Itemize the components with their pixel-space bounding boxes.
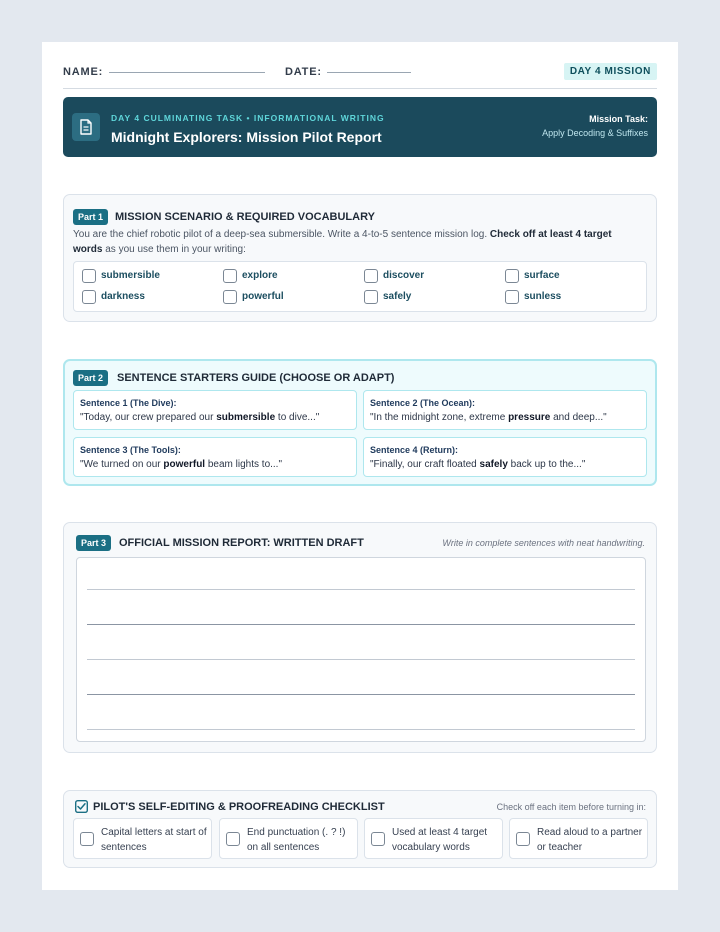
- checklist-item[interactable]: Used at least 4 target vocabulary words: [364, 818, 503, 859]
- part1-section: [63, 194, 657, 322]
- part3-title: OFFICIAL MISSION REPORT: WRITTEN DRAFT: [119, 537, 364, 549]
- checklist-note: Check off each item before turning in:: [496, 802, 646, 812]
- writing-line: [87, 659, 635, 660]
- checkbox[interactable]: [82, 290, 96, 304]
- part1-badge: Part 1: [73, 209, 108, 225]
- header-row: [63, 66, 657, 80]
- checkbox[interactable]: [82, 269, 96, 283]
- date-line[interactable]: [327, 72, 411, 73]
- checkbox[interactable]: [371, 832, 385, 846]
- writing-line: [87, 624, 635, 625]
- writing-line: [87, 589, 635, 590]
- checklist-item[interactable]: End punctuation (. ? !) on all sentences: [219, 818, 358, 859]
- starter-card: Sentence 3 (The Tools): "We turned on our powerful beam lights to...": [73, 437, 357, 477]
- checkbox[interactable]: [364, 290, 378, 304]
- writing-line: [87, 729, 635, 730]
- part2-section: [63, 359, 657, 486]
- checkbox[interactable]: [364, 269, 378, 283]
- part3-note: Write in complete sentences with neat handwriting.: [442, 538, 645, 548]
- part3-badge: Part 3: [76, 535, 111, 551]
- starter-card: Sentence 1 (The Dive): "Today, our crew prepared our submersible to dive...": [73, 390, 357, 430]
- checkbox[interactable]: [80, 832, 94, 846]
- worksheet-page: [42, 42, 678, 890]
- document-icon: [72, 113, 100, 141]
- checklist-title: PILOT'S SELF-EDITING & PROOFREADING CHECKLIST: [93, 801, 385, 813]
- vocab-checklist: submersible explore discover surface darkness powerful safely sunless: [73, 261, 647, 312]
- part2-title: SENTENCE STARTERS GUIDE (CHOOSE OR ADAPT): [117, 372, 395, 384]
- day-badge: DAY 4 MISSION: [564, 63, 657, 80]
- checklist-item[interactable]: Read aloud to a partner or teacher: [509, 818, 648, 859]
- part1-title: MISSION SCENARIO & REQUIRED VOCABULARY: [115, 211, 375, 223]
- part1-instructions: You are the chief robotic pilot of a deep-sea submersible. Write a 4-to-5 sentence mission log. Check off at least 4 target words as you use them in your writing:: [73, 229, 612, 255]
- checklist-section: [63, 790, 657, 868]
- banner-kicker: DAY 4 CULMINATING TASK • INFORMATIONAL WRITING: [111, 113, 385, 123]
- part3-section: [63, 522, 657, 753]
- starter-card: Sentence 4 (Return): "Finally, our craft floated safely back up to the...": [363, 437, 647, 477]
- date-label: DATE:: [285, 66, 322, 78]
- writing-line: [87, 694, 635, 695]
- mission-task-value: Apply Decoding & Suffixes: [542, 128, 648, 138]
- header-divider: [63, 88, 657, 89]
- part2-badge: Part 2: [73, 370, 108, 386]
- checkbox[interactable]: [226, 832, 240, 846]
- checklist-item[interactable]: Capital letters at start of sentences: [73, 818, 212, 859]
- checkbox[interactable]: [505, 269, 519, 283]
- writing-area[interactable]: [76, 557, 646, 742]
- starter-card: Sentence 2 (The Ocean): "In the midnight zone, extreme pressure and deep...": [363, 390, 647, 430]
- checkbox[interactable]: [505, 290, 519, 304]
- checkbox-checked-icon: [75, 800, 88, 818]
- banner-title: Midnight Explorers: Mission Pilot Report: [111, 129, 382, 145]
- name-label: NAME:: [63, 66, 104, 78]
- title-banner: [63, 97, 657, 157]
- checkbox[interactable]: [223, 269, 237, 283]
- mission-task-label: Mission Task:: [589, 114, 648, 124]
- name-line[interactable]: [109, 72, 265, 73]
- checkbox[interactable]: [516, 832, 530, 846]
- checkbox[interactable]: [223, 290, 237, 304]
